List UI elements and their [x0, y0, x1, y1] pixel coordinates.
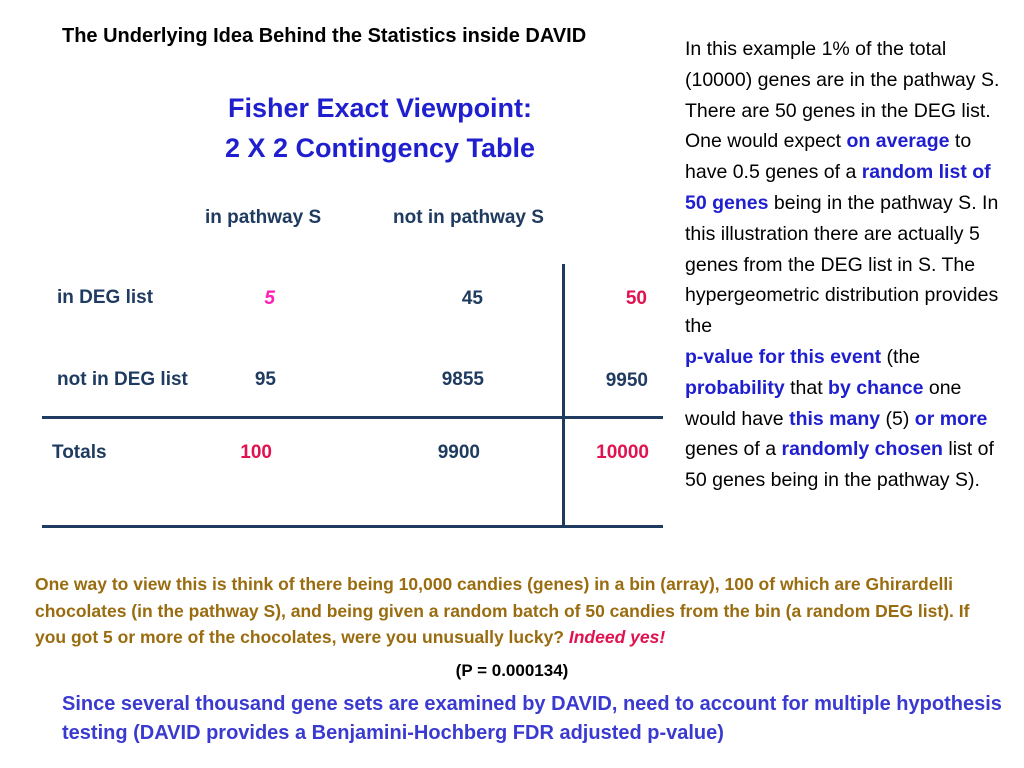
explanation-segment: (5): [880, 407, 915, 430]
table-divider-vertical: [562, 264, 565, 528]
cell-not-in-deg-total: 9950: [605, 370, 648, 391]
candy-analogy-emphasis: Indeed yes!: [568, 627, 666, 647]
fisher-heading-line2: 2 X 2 Contingency Table: [224, 133, 536, 163]
cell-total-in-pathway: 100: [240, 442, 272, 463]
explanation-segment: list of 50 genes being in the pathway S).: [685, 438, 994, 492]
table-divider-horizontal: [42, 416, 663, 419]
cell-not-in-deg-not-in-pathway: 9855: [441, 369, 484, 390]
row-header-in-deg: in DEG list: [57, 287, 154, 308]
explanation-text: [685, 34, 1015, 496]
row-header-not-in-deg: not in DEG list: [57, 369, 188, 390]
explanation-segment: to have 0.5 genes of a: [685, 130, 972, 184]
explanation-highlight: p-value for this event: [685, 345, 882, 368]
cell-in-deg-in-pathway: 5: [264, 288, 275, 309]
cell-not-in-deg-in-pathway: 95: [254, 369, 276, 390]
explanation-highlight: random list of 50 genes: [685, 161, 991, 214]
explanation-highlight: on average: [846, 130, 950, 153]
explanation-highlight: randomly chosen: [781, 438, 943, 461]
candy-analogy-text: [35, 571, 995, 651]
explanation-segment: that: [784, 376, 829, 399]
cell-in-deg-total: 50: [625, 288, 647, 309]
fisher-heading: [180, 88, 580, 168]
col-header-not-in-pathway: not in pathway S: [393, 207, 544, 228]
explanation-segment: one would have: [685, 376, 962, 430]
candy-analogy-body: One way to view this is think of there being 10,000 candies (genes) in a bin (array), 100 of which are Ghirardelli chocolates (in the pathway S), and being given a random batch of 50 candies from the bin (a random DEG list). If you got 5 or more of the chocolates, were you unusually lucky?: [35, 574, 970, 647]
explanation-highlight: probability: [685, 376, 785, 399]
p-value-text: (P = 0.000134): [455, 661, 569, 680]
cell-in-deg-not-in-pathway: 45: [461, 288, 483, 309]
slide-title: The Underlying Idea Behind the Statistics inside DAVID: [62, 25, 587, 47]
cell-grand-total: 10000: [596, 442, 649, 463]
explanation-segment: In this example 1% of the total (10000) genes are in the pathway S. There are 50 genes in the DEG list. One would expect: [685, 38, 1000, 153]
cell-total-not-in-pathway: 9900: [437, 442, 480, 463]
explanation-highlight: this many: [789, 407, 881, 430]
explanation-highlight: by chance: [828, 376, 924, 399]
explanation-segment: (the: [881, 345, 921, 368]
explanation-segment: genes of a: [685, 438, 782, 461]
multiple-testing-note: Since several thousand gene sets are examined by DAVID, need to account for multiple hypothesis testing (DAVID provides a Benjamini-Hochberg FDR adjusted p-value): [62, 693, 1002, 744]
table-bottom-line: [42, 525, 663, 528]
fisher-heading-line1: Fisher Exact Viewpoint:: [227, 93, 533, 123]
explanation-segment: being in the pathway S. In this illustration there are actually 5 genes from the DEG list in S. The hypergeometric distribution provides the: [685, 191, 999, 338]
col-header-in-pathway: in pathway S: [205, 207, 322, 228]
explanation-highlight: or more: [914, 407, 988, 430]
row-header-totals: Totals: [52, 442, 107, 463]
